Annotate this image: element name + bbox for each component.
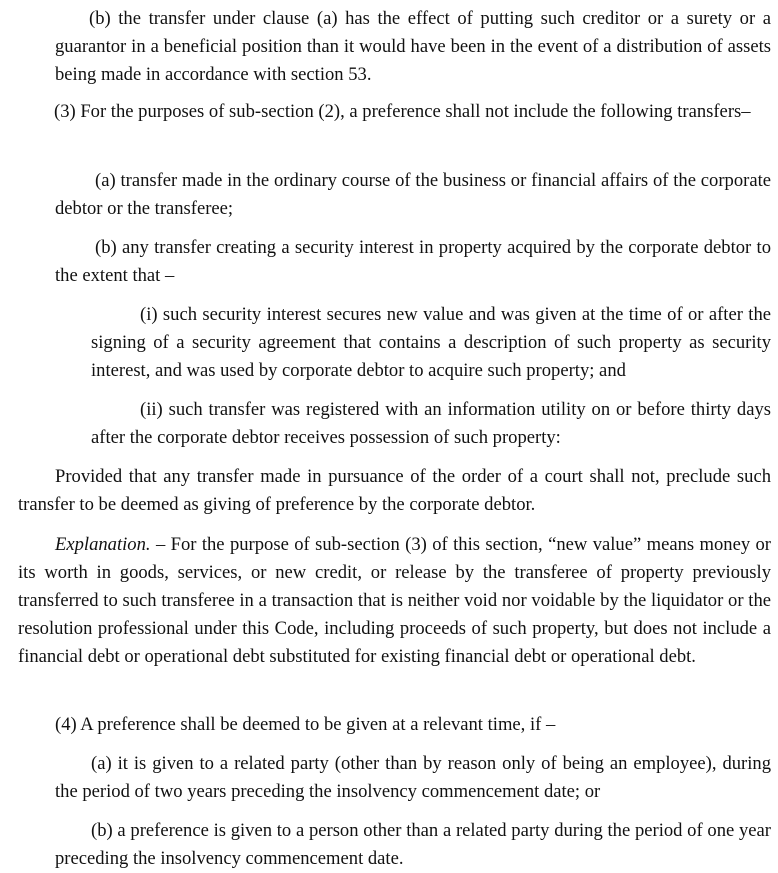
sub-section-3-intro xyxy=(18,98,771,126)
paragraph-text: Provided that any transfer made in pursuance of the order of a court shall not, preclude such transfer to be deemed as giving of preference by the corporate debtor. xyxy=(18,466,771,515)
paragraph-text: (b) any transfer creating a security interest in property acquired by the corporate debtor to the extent that – xyxy=(55,237,771,286)
paragraph-text: (3) For the purposes of sub-section (2), a preference shall not include the following transfers– xyxy=(54,101,751,122)
clause-a-ordinary-course xyxy=(55,167,771,223)
explanation-label: Explanation. xyxy=(55,534,151,555)
paragraph-text: (a) it is given to a related party (other than by reason only of being an employee), during the period of two years preceding the insolvency commencement date; or xyxy=(55,753,771,802)
paragraph-text: (b) the transfer under clause (a) has the effect of putting such creditor or a surety or a guarantor in a beneficial position than it would have been in the event of a distribution of assets being made in accordance with section 53. xyxy=(55,8,771,85)
sub-section-4-intro xyxy=(18,711,771,739)
explanation-new-value xyxy=(18,531,771,671)
clause-b-beneficial-position xyxy=(55,5,771,89)
paragraph-text: (i) such security interest secures new value and was given at the time of or after the signing of a security agreement that contains a description of such property as security interest, and was used by corporate debtor to acquire such property; and xyxy=(91,304,771,381)
clause-b-unrelated-party xyxy=(55,817,771,873)
paragraph-text: – For the purpose of sub-section (3) of this section, “new value” means money or its worth in goods, services, or new credit, or release by the transferee of property previously transferred to such transferee in a transaction that is neither void nor voidable by the liquidator or the resolution professional under this Code, including proceeds of such property, but does not include a financial debt or operational debt substituted for existing financial debt or operational debt. xyxy=(18,534,771,667)
paragraph-text: (a) transfer made in the ordinary course of the business or financial affairs of the corporate debtor or the transferee; xyxy=(55,170,771,219)
clause-a-related-party xyxy=(55,750,771,806)
proviso-court-order xyxy=(18,463,771,519)
sub-clause-ii-registered xyxy=(91,396,771,452)
paragraph-text: (ii) such transfer was registered with an information utility on or before thirty days after the corporate debtor receives possession of such property: xyxy=(91,399,771,448)
clause-b-security-interest xyxy=(55,234,771,290)
sub-clause-i-new-value xyxy=(91,301,771,385)
paragraph-text: (b) a preference is given to a person other than a related party during the period of one year preceding the insolvency commencement date. xyxy=(55,820,771,869)
paragraph-text: (4) A preference shall be deemed to be given at a relevant time, if – xyxy=(55,714,556,735)
